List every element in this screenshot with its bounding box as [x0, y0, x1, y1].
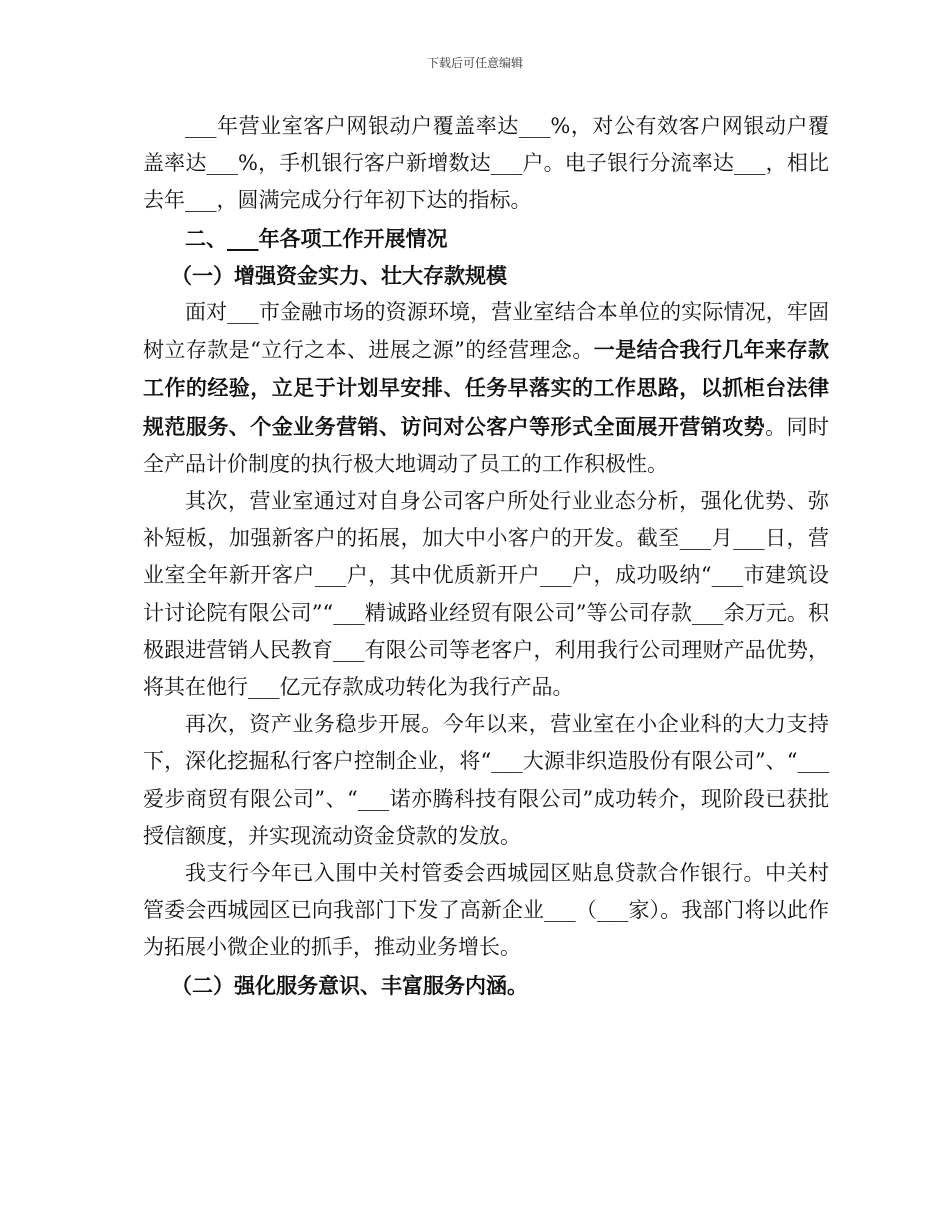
deposit-strategy-bold: 一是结合我行几年来存款工作的经验，立足于计划早安排、任务早落实的工作思路，以抓柜台法律规范服务、个金业务营销、访问对公客户等形式全面展开营销攻势	[143, 337, 829, 439]
document-body	[143, 108, 829, 1004]
deposit-strategy-end: 。同时全产品计价制度的执行极大地调动了员工的工作积极性。	[143, 414, 829, 476]
paragraph-ebank-coverage: ___年营业室客户网银动户覆盖率达___%，对公有效客户网银动户覆盖率达___%，手机银行客户新增数达___户。电子银行分流率达___，相比去年___，圆满完成分行年初下达的指标。	[143, 114, 829, 213]
deposit-strategy-intro: 面对___市金融市场的资源环境，营业室结合本单位的实际情况，牢固树立存款是“立行之本、进展之源”的经营理念。	[143, 300, 829, 363]
page-header-note: 下载后可任意编辑	[426, 56, 523, 70]
paragraph-zhongguancun: 我支行今年已入围中关村管委会西城园区贴息贷款合作银行。中关村管委会西城园区已向我部门下发了高新企业___（___家）。我部门将以此作为拓展小微企业的抓手，推动业务增长。	[143, 861, 829, 960]
paragraph-new-clients: 其次，营业室通过对自身公司客户所处行业业态分析，强化优势、弥补短板，加强新客户的拓展，加大中小客户的开发。截至___月___日，营业室全年新开客户___户，其中优质新开户___户，成功吸纳“___市建筑设计讨论院有限公司”“___精诚路业经贸有限公司”等公司存款___余万元。积极跟进营销人民教育___有限公司等老客户，利用我行公司理财产品优势，将其在他行___亿元存款成功转化为我行产品。	[143, 489, 829, 700]
subsection-heading-service: （二）强化服务意识、丰富服务内涵。	[171, 972, 528, 998]
section-heading-work-status: 二、___年各项工作开展情况	[185, 225, 448, 251]
subsection-heading-deposits: （一）增强资金实力、壮大存款规模	[171, 262, 507, 288]
paragraph-asset-business: 再次，资产业务稳步开展。今年以来，营业室在小企业科的大力支持下，深化挖掘私行客户控制企业，将“___大源非织造股份有限公司”、“___爱步商贸有限公司”、“___诺亦腾科技有限公司”成功转介，现阶段已获批授信额度，并实现流动资金贷款的发放。	[143, 712, 829, 848]
paragraph-deposit-strategy	[143, 294, 829, 483]
